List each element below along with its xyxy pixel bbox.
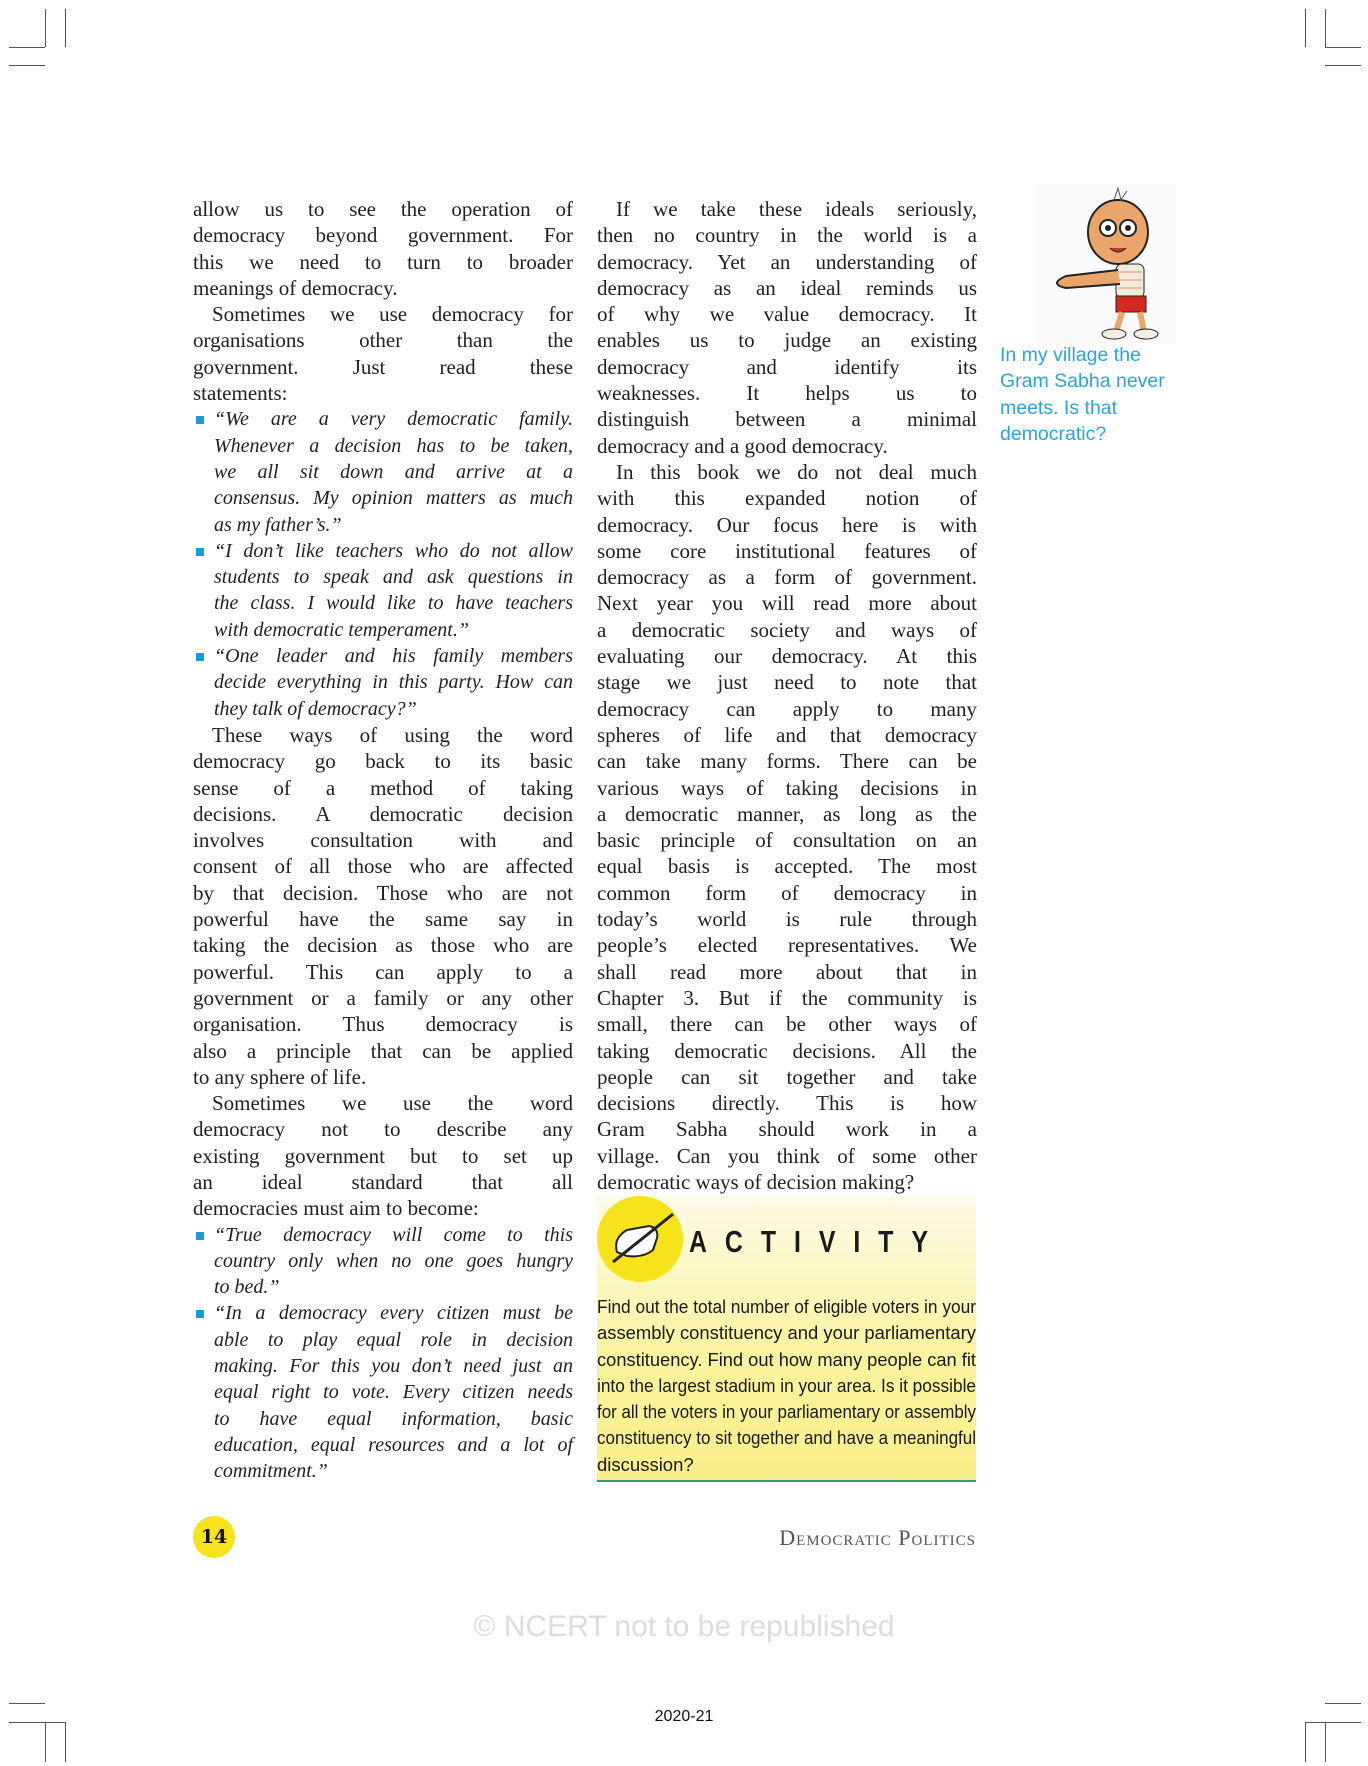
caption-line: In my village the — [1000, 344, 1141, 366]
crop-mark — [1325, 47, 1361, 48]
text-line: “One leader and his family members — [214, 645, 573, 668]
text-line: able to play equal role in decision — [214, 1328, 573, 1351]
text-line: basic principle of consultation on an — [597, 828, 977, 853]
bullet-quote — [193, 643, 573, 722]
text-line: students to speak and ask questions in — [214, 566, 573, 589]
text-line: involves consultation with and — [193, 828, 573, 853]
crop-mark — [45, 1722, 46, 1762]
text-line: evaluating our democracy. At this — [597, 644, 977, 669]
text-line: “In a democracy every citizen must be — [214, 1302, 573, 1325]
text-line: small, there can be other ways of — [597, 1012, 977, 1037]
text-line: they talk of democracy?” — [214, 697, 417, 720]
text-line: this we need to turn to broader — [193, 249, 573, 274]
text-line: taking democratic decisions. All the — [597, 1038, 977, 1063]
text-line: spheres of life and that democracy — [597, 722, 977, 747]
text-line: can take many forms. There can be — [597, 749, 977, 774]
text-line: democracy and a good democracy. — [597, 433, 888, 458]
text-line: government or a family or any other — [193, 985, 573, 1010]
text-line: to any sphere of life. — [193, 1064, 367, 1089]
crop-mark — [1325, 1703, 1361, 1704]
text-line: democracies must aim to become: — [193, 1196, 479, 1221]
text-line: an ideal standard that all — [193, 1169, 573, 1194]
crop-mark — [1305, 9, 1306, 47]
bullet-square-icon — [196, 548, 204, 556]
text-line: making. For this you don’t need just an — [214, 1355, 573, 1378]
paragraph — [193, 196, 573, 301]
text-line: “I don’t like teachers who do not allow — [214, 539, 573, 562]
activity-text — [597, 1294, 976, 1478]
text-line: stage we just need to note that — [597, 670, 977, 695]
activity-line: for all the voters in your parliamentary or assembly — [597, 1401, 976, 1423]
activity-title: ACTIVITY — [689, 1224, 946, 1259]
bullet-square-icon — [196, 1232, 204, 1240]
text-line: to have equal information, basic — [214, 1407, 573, 1430]
activity-line: constituency. Find out how many people can fit — [597, 1348, 977, 1370]
crop-mark — [65, 1722, 66, 1762]
text-line: decisions. A democratic decision — [193, 801, 573, 826]
crop-mark — [65, 9, 66, 47]
activity-line: into the largest stadium in your area. Is it possible — [597, 1374, 977, 1396]
text-line: distinguish between a minimal — [597, 407, 977, 432]
text-line: democracy and identify its — [597, 354, 977, 379]
text-line: organisations other than the — [193, 328, 573, 353]
crop-mark — [9, 65, 45, 66]
caption-line: Gram Sabha never — [1000, 370, 1165, 393]
bullet-quote — [193, 1300, 573, 1484]
caption-line: democratic? — [1000, 422, 1107, 445]
side-note-caption — [1000, 343, 1190, 448]
text-line: Whenever a decision has to be taken, — [214, 434, 573, 457]
text-line: consent of all those who are affected — [193, 854, 573, 879]
text-line: country only when no one goes hungry — [214, 1249, 573, 1272]
edition-year: 2020-21 — [654, 1708, 714, 1725]
activity-line: Find out the total number of eligible voters in your — [597, 1296, 976, 1317]
crop-mark — [9, 1703, 45, 1704]
text-line: education, equal resources and a lot of — [214, 1433, 573, 1456]
text-line: a democratic society and ways of — [597, 617, 977, 642]
text-line: shall read more about that in — [597, 959, 977, 984]
text-line: democracy go back to its basic — [193, 749, 573, 774]
text-line: enables us to judge an existing — [597, 328, 977, 353]
bullet-quote — [193, 406, 573, 537]
text-line: democracy can apply to many — [597, 696, 977, 721]
crop-mark — [1325, 65, 1361, 66]
activity-line: constituency to sit together and have a meaningful — [597, 1427, 977, 1449]
text-line: with democratic temperament.” — [214, 618, 469, 641]
text-line: then no country in the world is a — [597, 223, 977, 248]
text-line: people’s elected representatives. We — [597, 933, 977, 958]
text-line: democracy. Our focus here is with — [597, 512, 977, 537]
crop-mark — [1305, 1722, 1361, 1723]
text-line: weaknesses. It helps us to — [597, 381, 977, 406]
text-line: democracy. Yet an understanding of — [597, 249, 977, 274]
text-line: village. Can you think of some other — [597, 1143, 977, 1168]
text-line: by that decision. Those who are not — [193, 880, 573, 905]
text-line: with this expanded notion of — [597, 486, 977, 511]
text-line: as my father’s.” — [214, 513, 342, 536]
text-line: commitment.” — [214, 1460, 328, 1483]
right-column — [597, 196, 977, 1195]
text-line: democracy as an ideal reminds us — [597, 275, 977, 300]
text-line: democracy not to describe any — [193, 1117, 573, 1142]
bullet-quote — [193, 538, 573, 643]
text-line: various ways of taking decisions in — [597, 775, 977, 800]
text-line: If we take these ideals seriously, — [616, 197, 977, 221]
paragraph — [193, 301, 573, 406]
text-line: today’s world is rule through — [597, 907, 977, 932]
activity-line: discussion? — [597, 1453, 694, 1475]
text-line: allow us to see the operation of — [193, 197, 573, 221]
text-line: Sometimes we use democracy for — [212, 302, 573, 327]
text-line: “True democracy will come to this — [214, 1223, 573, 1246]
text-line: a democratic manner, as long as the — [597, 801, 977, 826]
activity-line: assembly constituency and your parliamentary — [597, 1322, 976, 1344]
text-line: sense of a method of taking — [193, 775, 573, 800]
text-line: equal basis is accepted. The most — [597, 854, 977, 879]
text-line: Sometimes we use the word — [212, 1091, 573, 1116]
text-line: democracy beyond government. For — [193, 223, 573, 248]
text-line: decisions directly. This is how — [597, 1091, 977, 1116]
paragraph — [193, 1090, 573, 1221]
paragraph — [193, 722, 573, 1090]
text-line: democracy as a form of government. — [597, 565, 977, 590]
text-line: These ways of using the word — [212, 722, 573, 747]
text-line: taking the decision as those who are — [193, 933, 573, 958]
text-line: Gram Sabha should work in a — [597, 1117, 977, 1142]
text-line: common form of democracy in — [597, 880, 977, 905]
text-line: the class. I would like to have teachers — [214, 592, 573, 615]
text-line: powerful. This can apply to a — [193, 959, 573, 984]
crop-mark — [1325, 1722, 1326, 1762]
bullet-square-icon — [196, 416, 204, 424]
left-column — [193, 196, 573, 1485]
crop-mark — [1325, 9, 1326, 47]
paragraph — [597, 196, 977, 459]
crop-mark — [45, 9, 46, 47]
text-line: existing government but to set up — [193, 1143, 573, 1168]
text-line: democratic ways of decision making? — [597, 1169, 915, 1194]
text-line: of why we value democracy. It — [597, 302, 977, 327]
bullet-quote — [193, 1222, 573, 1301]
text-line: “We are a very democratic family. — [214, 408, 573, 431]
bullet-square-icon — [196, 653, 204, 661]
text-line: to bed.” — [214, 1276, 280, 1299]
text-line: In this book we do not deal much — [616, 459, 977, 484]
watermark: © NCERT not to be republished — [473, 1610, 895, 1643]
caption-line: meets. Is that — [1000, 396, 1118, 419]
text-line: government. Just read these — [193, 354, 573, 379]
text-line: statements: — [193, 381, 288, 406]
text-line: Next year you will read more about — [597, 591, 977, 616]
text-line: meanings of democracy. — [193, 275, 398, 300]
text-line: decide everything in this party. How can — [214, 671, 573, 694]
text-line: some core institutional features of — [597, 538, 977, 563]
running-head: Democratic Politics — [779, 1525, 976, 1550]
text-line: organisation. Thus democracy is — [193, 1012, 573, 1037]
paragraph — [597, 459, 977, 1195]
text-line: Chapter 3. But if the community is — [597, 985, 977, 1010]
text-line: people can sit together and take — [597, 1064, 977, 1089]
text-line: consensus. My opinion matters as much — [214, 487, 573, 510]
cartoon-boy-illustration — [1036, 184, 1176, 344]
bullet-square-icon — [196, 1310, 204, 1318]
text-line: also a principle that can be applied — [193, 1038, 573, 1063]
crop-mark — [9, 47, 45, 48]
activity-box — [597, 1196, 976, 1482]
text-line: we all sit down and arrive at a — [214, 460, 573, 483]
crop-mark — [9, 1722, 65, 1723]
text-line: powerful have the same say in — [193, 907, 573, 932]
crop-mark — [1305, 1722, 1306, 1762]
text-line: equal right to vote. Every citizen needs — [214, 1381, 573, 1404]
writing-hand-icon — [597, 1196, 683, 1282]
page-number: 14 — [193, 1516, 235, 1558]
